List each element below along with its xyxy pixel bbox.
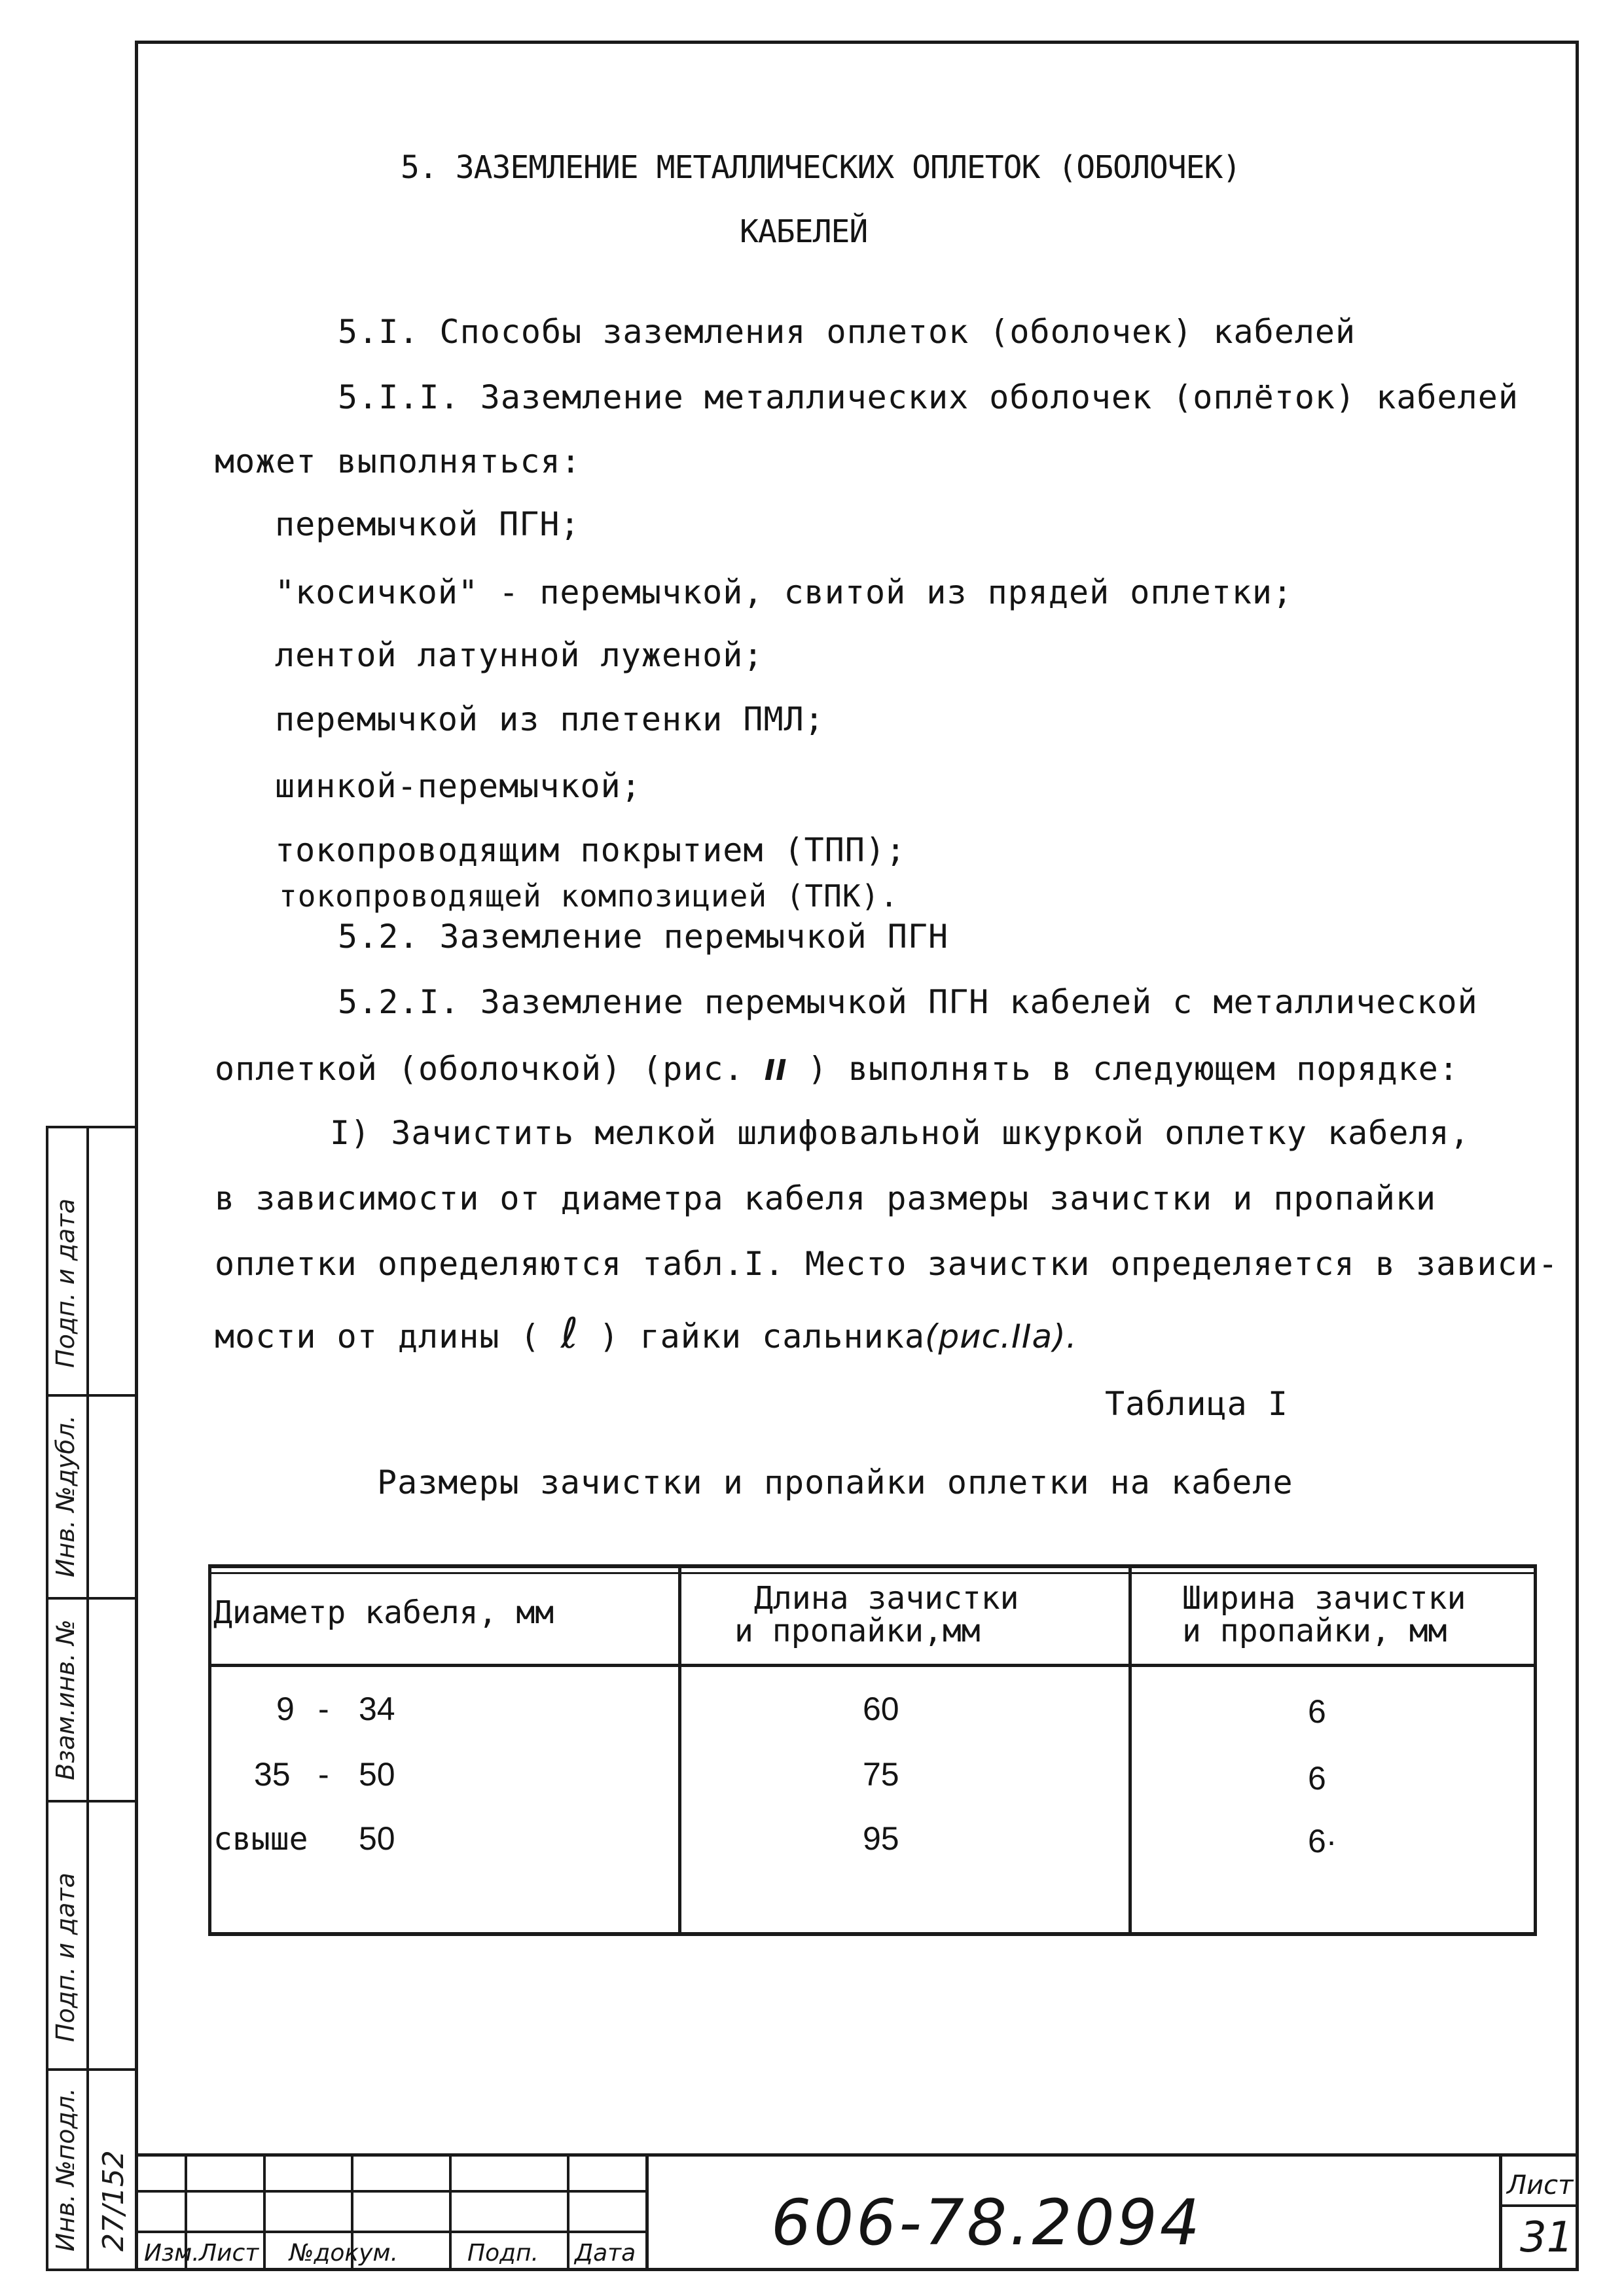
text-fragment: ) выполнять в следующем порядке:	[807, 1050, 1459, 1088]
strip-line	[46, 2269, 135, 2271]
table-header-length-line2: и пропайки,мм	[734, 1613, 981, 1649]
subsection-5-2-1-line2	[215, 1050, 1459, 1088]
subsection-5-1-1-line2: может выполняться:	[215, 442, 581, 480]
table-cell-diameter-to: 50	[359, 1820, 395, 1857]
table-border-bottom	[208, 1932, 1537, 1936]
table-cell-diameter-to: 34	[359, 1691, 395, 1727]
table-caption: Размеры зачистки и пропайки оплетки на кабеле	[377, 1463, 1293, 1501]
strip-line	[46, 1394, 135, 1397]
margin-label: Взам.инв. №	[51, 1619, 80, 1780]
subsection-5-2-1-line1: 5.2.I. Заземление перемычкой ПГН кабелей с металлической	[338, 983, 1478, 1021]
subsection-5-1-1-line1: 5.I.I. Заземление металлических оболочек (оплёток) кабелей	[338, 378, 1519, 416]
title-block-line	[449, 2153, 452, 2271]
table-header-width-line1: Ширина зачистки	[1182, 1580, 1466, 1617]
subsection-5-1-title: 5.I. Способы заземления оплеток (оболочек) кабелей	[338, 313, 1356, 351]
table-cell-diameter-from: свыше	[213, 1821, 308, 1857]
text-fragment: оплеткой (оболочкой) (рис.	[215, 1050, 744, 1088]
length-symbol-handwritten: ℓ	[560, 1310, 579, 1358]
table-border-left	[208, 1564, 211, 1936]
title-block-col-label: №докум.	[289, 2240, 399, 2267]
section-heading-line1: 5. ЗАЗЕМЛЕНИЕ МЕТАЛЛИЧЕСКИХ ОПЛЕТОК (ОБОЛОЧЕК)	[401, 149, 1241, 186]
step-1-line1	[330, 1114, 1470, 1152]
sheet-number: 31	[1520, 2214, 1574, 2262]
table-header-length-line1: Длина зачистки	[754, 1580, 1019, 1617]
document-number: 606-78.2094	[771, 2186, 1202, 2259]
table-border-right	[1534, 1564, 1537, 1936]
margin-label: Подп. и дата	[51, 1198, 80, 1368]
section-heading-line2: КАБЕЛЕЙ	[740, 213, 868, 250]
table-header-width-line2: и пропайки, мм	[1182, 1613, 1447, 1649]
strip-line	[46, 1126, 135, 1128]
table-border-top	[208, 1564, 1537, 1568]
title-block-col-label: Изм.	[144, 2240, 200, 2267]
title-block-col-label: Лист	[199, 2240, 259, 2267]
table-cell-diameter-from: 35	[254, 1756, 291, 1793]
strip-line	[46, 1126, 48, 2271]
method-item: токопроводящим покрытием (ТПП);	[275, 831, 907, 869]
text-fragment: Зачистить мелкой шлифовальной шкуркой оплетку кабеля,	[391, 1114, 1470, 1152]
strip-line	[46, 1800, 135, 1803]
step-1-line4	[215, 1310, 1077, 1358]
title-block-line	[135, 2190, 647, 2193]
table-column-divider	[678, 1564, 681, 1936]
table-column-divider	[1128, 1564, 1132, 1936]
step-1-line3: оплетки определяются табл.I. Место зачистки определяется в зависи-	[215, 1245, 1559, 1283]
method-item: токопроводящей композицией (ТПК).	[279, 878, 899, 914]
figure-ref-handwritten: (рис.IIа).	[924, 1318, 1077, 1355]
table-cell-width: 6	[1308, 1760, 1326, 1797]
text-fragment: ) гайки сальника	[599, 1318, 925, 1355]
sheet-label: Лист	[1507, 2170, 1574, 2200]
figure-ref-handwritten: II	[764, 1054, 787, 1087]
subsection-5-2-title: 5.2. Заземление перемычкой ПГН	[338, 918, 949, 956]
method-item: перемычкой из плетенки ПМЛ;	[275, 700, 825, 738]
table-header-divider	[208, 1664, 1537, 1667]
title-block	[135, 2153, 1579, 2271]
title-block-line	[1499, 2153, 1502, 2271]
title-block-line	[1500, 2204, 1579, 2207]
step-1-line2: в зависимости от диаметра кабеля размеры зачистки и пропайки	[215, 1179, 1437, 1217]
table-cell-dash: -	[318, 1756, 329, 1793]
dimensions-table	[208, 1564, 1537, 1936]
table-border-top-inner	[208, 1572, 1537, 1574]
table-cell-width: 6·	[1308, 1823, 1337, 1859]
title-block-col-label: Дата	[575, 2240, 636, 2267]
title-block-line	[645, 2153, 649, 2271]
table-label: Таблица I	[1105, 1385, 1288, 1423]
margin-label: Подп. и дата	[51, 1873, 80, 2042]
strip-line	[46, 2068, 135, 2071]
title-block-col-label: Подп.	[467, 2240, 539, 2267]
method-item: шинкой-перемычкой;	[275, 767, 641, 805]
margin-label: Инв. №дубл.	[51, 1415, 80, 1577]
method-item: "косичкой" - перемычкой, свитой из прядей оплетки;	[275, 573, 1293, 611]
table-header-diameter: Диаметр кабеля, мм	[213, 1594, 554, 1631]
strip-line	[86, 1126, 89, 2271]
title-block-line	[263, 2153, 266, 2271]
step-number: I)	[330, 1114, 371, 1152]
title-block-line	[135, 2231, 647, 2233]
table-cell-diameter-from: 9	[276, 1691, 295, 1727]
title-block-line	[567, 2153, 569, 2271]
table-cell-length: 75	[863, 1756, 899, 1793]
text-fragment: мости от длины (	[215, 1318, 541, 1355]
strip-line	[46, 1597, 135, 1600]
table-cell-dash: -	[318, 1691, 329, 1727]
table-cell-length: 60	[863, 1691, 899, 1727]
approval-strip	[46, 1126, 135, 2271]
margin-label: Инв. №подл.	[51, 2087, 80, 2251]
method-item: перемычкой ПГН;	[275, 505, 581, 543]
method-item: лентой латунной луженой;	[275, 636, 764, 674]
margin-handwriting: 27/152	[97, 2150, 130, 2251]
table-cell-length: 95	[863, 1820, 899, 1857]
page-frame	[135, 41, 1579, 2271]
table-cell-diameter-to: 50	[359, 1756, 395, 1793]
table-cell-width: 6	[1308, 1693, 1326, 1730]
